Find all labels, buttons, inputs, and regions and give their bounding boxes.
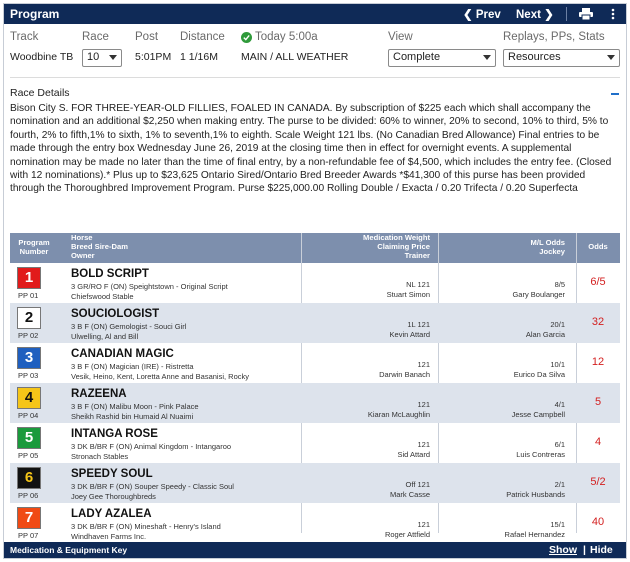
jockey: Eurico Da Silva xyxy=(513,370,565,379)
prev-race-button[interactable]: ❮ Prev xyxy=(463,9,501,21)
jockey: Jesse Campbell xyxy=(511,410,565,419)
view-select-value: Complete xyxy=(393,51,441,63)
resources-select-value: Resources xyxy=(508,51,561,63)
resources-select[interactable] xyxy=(503,49,620,67)
header-odds: Odds xyxy=(588,242,608,251)
live-odds: 40 xyxy=(591,516,605,528)
live-odds: 4 xyxy=(594,436,602,448)
horse-name[interactable]: INTANGA ROSE xyxy=(71,428,158,440)
program-number-badge: 4 xyxy=(17,387,41,409)
post-position: PP 01 xyxy=(18,291,39,300)
jockey: Alan Garcia xyxy=(525,330,565,339)
header-medication: Medication Weight xyxy=(363,233,430,242)
chevron-down-icon xyxy=(109,55,117,60)
post-position: PP 02 xyxy=(18,331,39,340)
owner: Vesik, Heino, Kent, Loretta Anne and Basanisi, Rocky xyxy=(71,372,250,381)
jockey: Rafael Hernandez xyxy=(504,530,565,539)
horse-name[interactable]: RAZEENA xyxy=(71,388,127,400)
morning-line-odds: 15/1 xyxy=(550,520,565,529)
live-odds: 5 xyxy=(594,396,602,408)
post-position: PP 07 xyxy=(18,531,39,540)
owner: Joey Gee Thoroughbreds xyxy=(71,492,156,501)
printer-icon[interactable] xyxy=(579,8,593,20)
owner: Ulwelling, Al and Bill xyxy=(71,332,139,341)
trainer: Stuart Simon xyxy=(386,290,430,299)
panel-title: Program xyxy=(10,7,60,21)
morning-line-odds: 10/1 xyxy=(550,360,565,369)
breed-sire-dam: 3 B F (ON) Malibu Moon - Pink Palace xyxy=(71,402,199,411)
next-race-button[interactable]: Next ❯ xyxy=(516,9,554,21)
morning-line-odds: 4/1 xyxy=(554,400,565,409)
header-horse: Horse xyxy=(71,233,93,242)
divider xyxy=(10,77,620,78)
distance-label: Distance xyxy=(180,31,225,43)
owner: Windhaven Farms Inc. xyxy=(71,532,147,541)
footer-separator: | xyxy=(583,544,586,556)
jockey: Gary Boulanger xyxy=(512,290,565,299)
owner: Stronach Stables xyxy=(71,452,129,461)
breed-sire-dam: 3 DK B/BR F (ON) Souper Speedy - Classic Soul xyxy=(71,482,234,491)
medication-weight: 1L 121 xyxy=(407,320,430,329)
jockey: Luis Contreras xyxy=(516,450,565,459)
table-header xyxy=(10,233,620,263)
header-divider xyxy=(566,7,567,21)
header-claiming: Claiming Price xyxy=(377,242,430,251)
header-jockey: Jockey xyxy=(539,247,565,256)
program-number-badge: 2 xyxy=(17,307,41,329)
trainer: Kevin Attard xyxy=(389,330,430,339)
post-position: PP 06 xyxy=(18,491,39,500)
post-label: Post xyxy=(135,31,159,43)
program-number-badge: 5 xyxy=(17,427,41,449)
post-position: PP 03 xyxy=(18,371,39,380)
more-vertical-icon[interactable] xyxy=(607,8,619,20)
breed-sire-dam: 3 B F (ON) Magician (IRE) - Ristretta xyxy=(71,362,194,371)
medication-key-bar xyxy=(4,542,626,558)
program-number-badge: 6 xyxy=(17,467,41,489)
race-status: Today 5:00a xyxy=(255,31,318,43)
header-owner: Owner xyxy=(71,251,95,260)
collapse-icon[interactable] xyxy=(611,93,619,95)
live-odds: 6/5 xyxy=(590,276,606,288)
jockey: Patrick Husbands xyxy=(506,490,565,499)
trainer: Kiaran McLaughlin xyxy=(367,410,430,419)
race-select[interactable] xyxy=(82,49,122,67)
trainer: Darwin Banach xyxy=(379,370,430,379)
table-row[interactable] xyxy=(10,303,620,343)
breed-sire-dam: 3 GR/RO F (ON) Speightstown - Original Script xyxy=(71,282,228,291)
breed-sire-dam: 3 B F (ON) Gemologist - Souci Girl xyxy=(71,322,187,331)
chevron-down-icon xyxy=(483,55,491,60)
check-circle-icon xyxy=(241,32,252,43)
medication-key-label: Medication & Equipment Key xyxy=(10,545,128,555)
table-row[interactable] xyxy=(10,463,620,503)
medication-weight: NL 121 xyxy=(406,280,430,289)
program-number-badge: 7 xyxy=(17,507,41,529)
program-panel xyxy=(3,3,627,559)
header-breed: Breed Sire-Dam xyxy=(71,242,128,251)
live-odds: 32 xyxy=(591,316,605,328)
program-number-badge: 1 xyxy=(17,267,41,289)
trainer: Roger Attfield xyxy=(384,530,430,539)
horse-name[interactable]: CANADIAN MAGIC xyxy=(71,348,174,360)
horse-name[interactable]: BOLD SCRIPT xyxy=(71,268,149,280)
owner: Sheikh Rashid bin Humaid Al Nuaimi xyxy=(71,412,194,421)
table-row[interactable] xyxy=(10,263,620,303)
view-label: View xyxy=(388,31,413,43)
morning-line-odds: 6/1 xyxy=(554,440,565,449)
live-odds: 12 xyxy=(591,356,605,368)
morning-line-odds: 20/1 xyxy=(550,320,565,329)
table-row[interactable] xyxy=(10,423,620,463)
morning-line-odds: 2/1 xyxy=(554,480,565,489)
table-row[interactable] xyxy=(10,383,620,423)
view-select[interactable] xyxy=(388,49,496,67)
post-position: PP 04 xyxy=(18,411,39,420)
chevron-down-icon xyxy=(607,55,615,60)
post-time: 5:01PM xyxy=(135,51,172,63)
race-details-title: Race Details xyxy=(10,87,70,99)
medication-weight: 121 xyxy=(417,400,430,409)
breed-sire-dam: 3 DK B/BR F (ON) Animal Kingdom - Intangaroo xyxy=(71,442,232,451)
race-label: Race xyxy=(82,31,109,43)
header-trainer: Trainer xyxy=(404,251,430,260)
show-button[interactable]: Show xyxy=(549,544,577,556)
program-number-badge: 3 xyxy=(17,347,41,369)
table-row[interactable] xyxy=(10,503,620,543)
replays-label: Replays, PPs, Stats xyxy=(503,31,605,43)
header-program: Program Number xyxy=(18,238,50,256)
surface-value: MAIN / ALL WEATHER xyxy=(241,51,349,63)
medication-weight: 121 xyxy=(417,440,430,449)
horse-name[interactable]: SPEEDY SOUL xyxy=(71,468,153,480)
trainer: Sid Attard xyxy=(397,450,430,459)
race-conditions: Bison City S. FOR THREE-YEAR-OLD FILLIES, FOALED IN CANADA. By subscription of $225 each which shall accompany the nomination and an additional $2,250 when making entry. The purse to be divided: 60% to winner, 20% to second, 10% to third, 5% to fourth, 2% to fifth,1% to sixth, 1% to seventh,1% to eighth. Scale Weight 121 lbs. (No Canadian Bred Allowance) Final entries to be made through the entry box Wednesday June 26, 2019 at the closing time then in effect for overnight events. A supplemental nomination may be made no later than the time of final entry, by a non-refundable fee of $4,500, which includes the entry fee. (Closed with 12 nominations).* Plus up to $23,625 Ontario Sired/Ontario Bred Breeder Awards *$41,300 of this purse has been provided through the Thoroughbred Improvement Program. Purse $225,000.00 Rolling Double / Exacta / 0.20 Trifecta / 0.20 Superfecta xyxy=(10,103,612,195)
trainer: Mark Casse xyxy=(389,490,430,499)
header-ml-odds: M/L Odds xyxy=(530,238,565,247)
morning-line-odds: 8/5 xyxy=(554,280,565,289)
owner: Chiefswood Stable xyxy=(71,292,134,301)
horse-name[interactable]: SOUCIOLOGIST xyxy=(71,308,160,320)
breed-sire-dam: 3 DK B/BR F (ON) Mineshaft - Henry's Island xyxy=(71,522,221,531)
medication-weight: Off 121 xyxy=(405,480,430,489)
horse-name[interactable]: LADY AZALEA xyxy=(71,508,152,520)
table-row[interactable] xyxy=(10,343,620,383)
hide-button[interactable]: Hide xyxy=(590,544,613,556)
distance-value: 1 1/16M xyxy=(180,51,218,63)
medication-weight: 121 xyxy=(417,360,430,369)
program-header xyxy=(4,4,626,24)
track-value: Woodbine TB xyxy=(10,51,74,63)
medication-weight: 121 xyxy=(417,520,430,529)
post-position: PP 05 xyxy=(18,451,39,460)
track-label: Track xyxy=(10,31,39,43)
live-odds: 5/2 xyxy=(590,476,606,488)
race-select-value: 10 xyxy=(87,51,100,63)
